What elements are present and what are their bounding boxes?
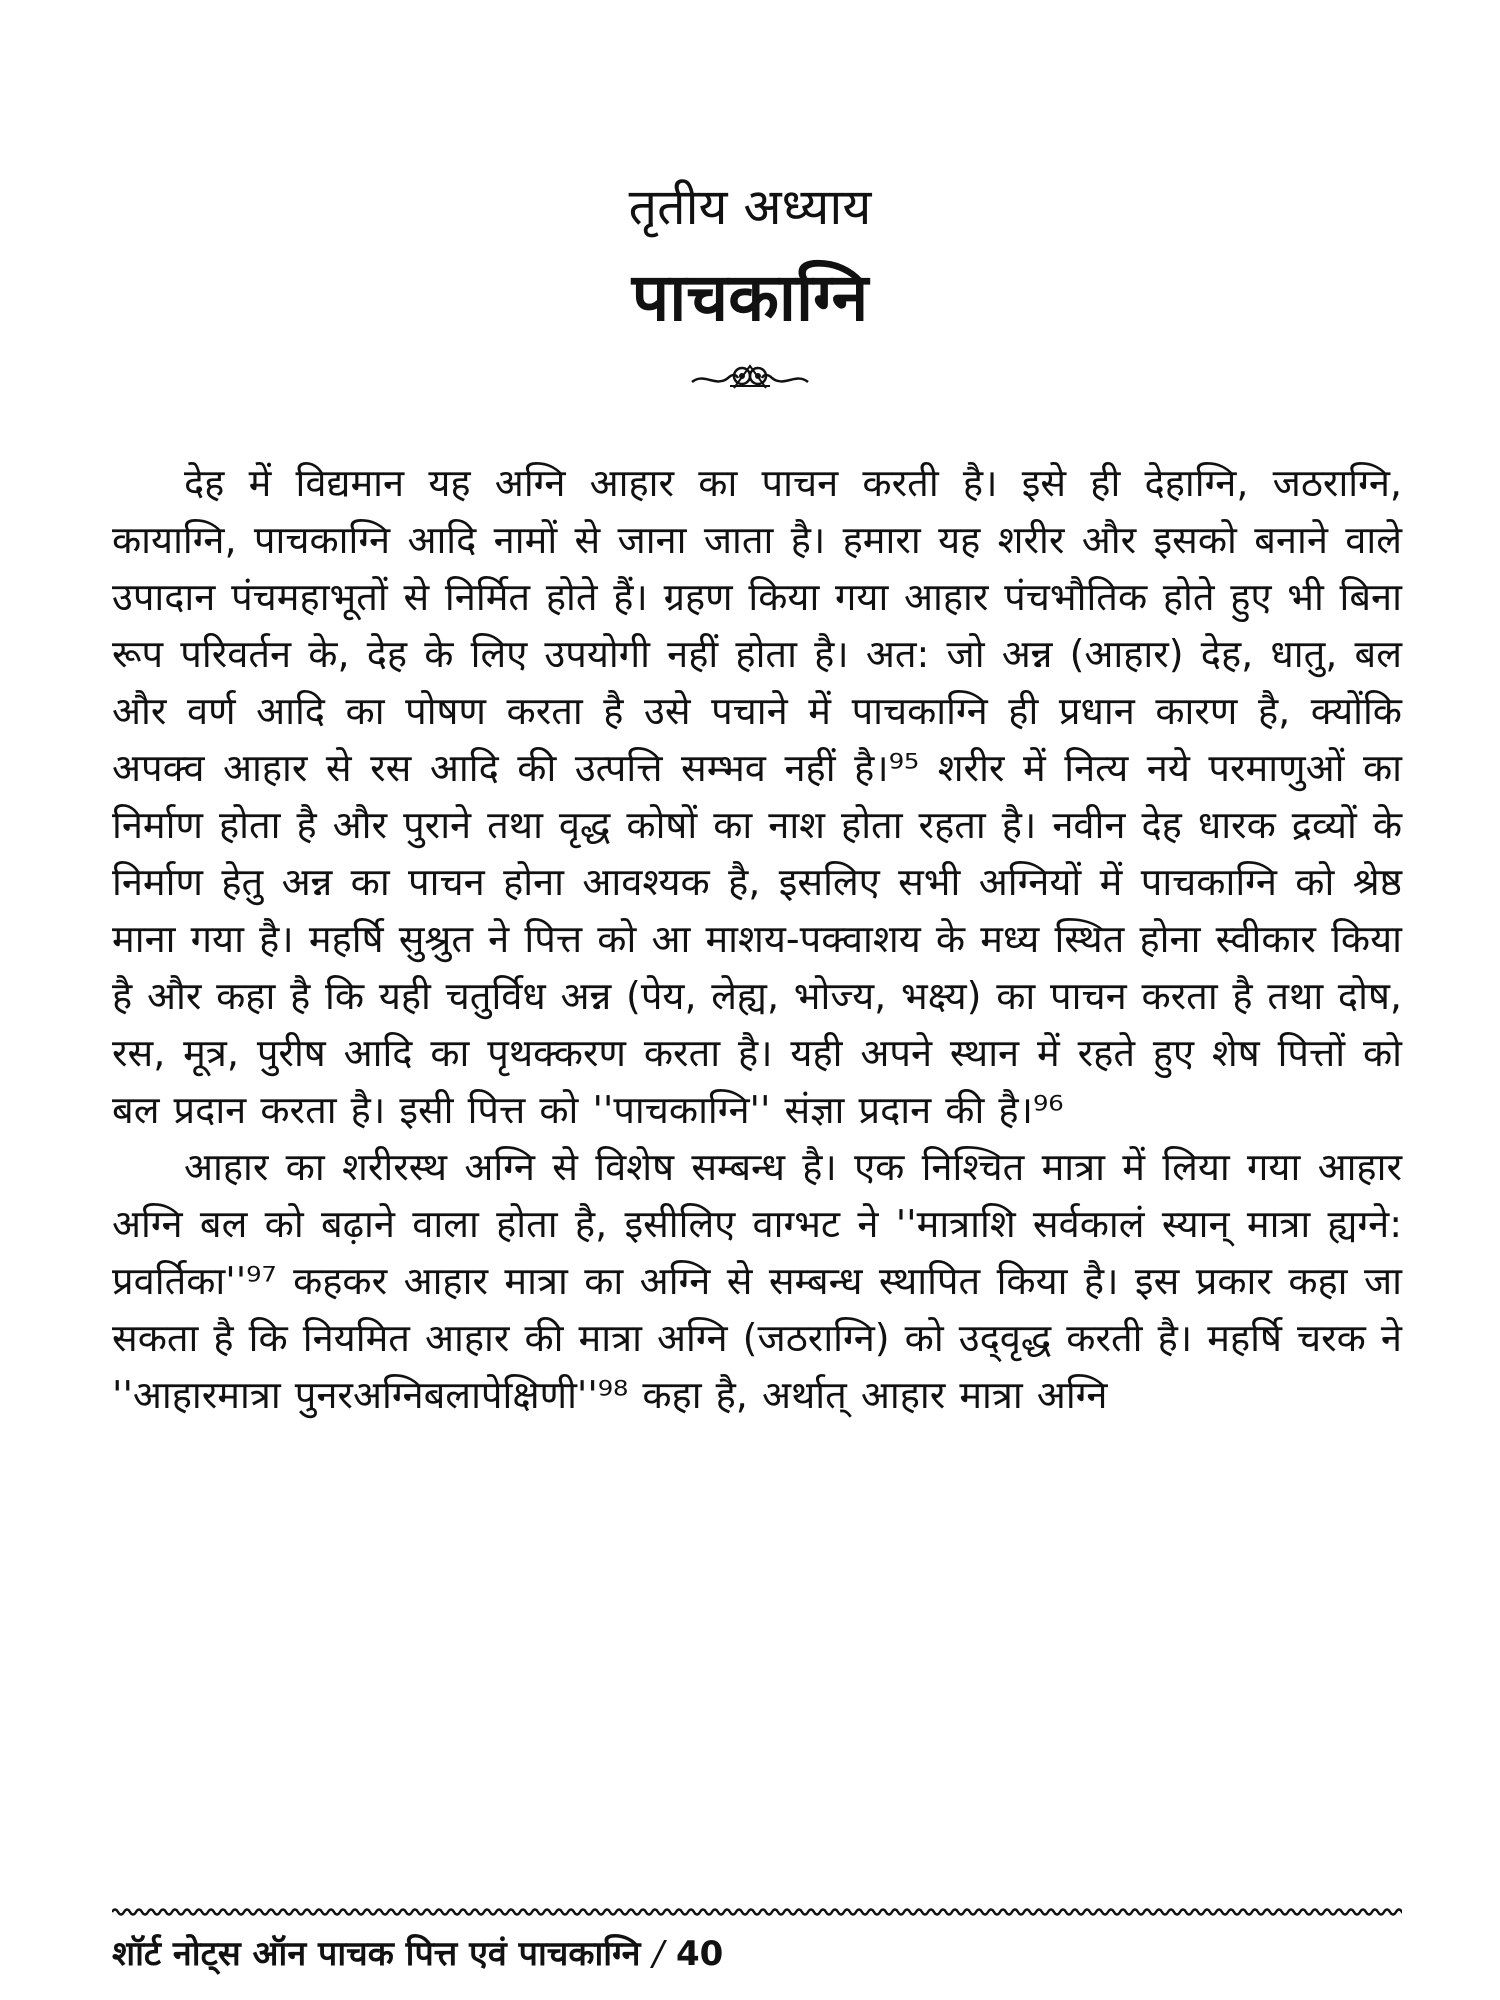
page-number: 40 (676, 1934, 724, 1974)
page-footer (112, 1930, 1402, 1978)
ornament-flourish-icon (690, 358, 810, 394)
paragraph-2: आहार का शरीरस्थ अग्नि से विशेष सम्बन्ध है। एक निश्चित मात्रा में लिया गया आहार अग्नि बल को बढ़ाने वाला होता है, इसीलिए वाग्भट ने ''मात्राशि सर्वकालं स्यान् मात्रा ह्यग्ने: प्रवर्तिका''⁹⁷ कहकर आहार मात्रा का अग्नि से सम्बन्ध स्थापित किया है। इस प्रकार कहा जा सकता है कि नियमित आहार की मात्रा अग्नि (जठराग्नि) को उद्‌वृद्ध करती है। महर्षि चरक ने ''आहारमात्रा पुनरअग्निबलापेक्षिणी''⁹⁸ कहा है, अर्थात् आहार मात्रा अग्नि (112, 1145, 1402, 1417)
chapter-label: तृतीय अध्याय (628, 178, 872, 236)
chapter-title: पाचकाग्नि (631, 259, 869, 336)
paragraph-1: देह में विद्यमान यह अग्नि आहार का पाचन करती है। इसे ही देहाग्नि, जठराग्नि, कायाग्नि, पाचकाग्नि आदि नामों से जाना जाता है। हमारा यह शरीर और इसको बनाने वाले उपादान पंचमहाभूतों से निर्मित होते हैं। ग्रहण किया गया आहार पंचभौतिक होते हुए भी बिना रूप परिवर्तन के, देह के लिए उपयोगी नहीं होता है। अत: जो अन्न (आहार) देह, धातु, बल और वर्ण आदि का पोषण करता है उसे पचाने में पाचकाग्नि ही प्रधान कारण है, क्योंकि अपक्व आहार से रस आदि की उत्पत्ति सम्भव नहीं है।⁹⁵ शरीर में नित्य नये परमाणुओं का निर्माण होता है और पुराने तथा वृद्ध कोषों का नाश होता रहता है। नवीन देह धारक द्रव्यों के निर्माण हेतु अन्न का पाचन होना आवश्यक है, इसलिए सभी अग्नियों में पाचकाग्नि को श्रेष्ठ माना गया है। महर्षि सुश्रुत ने पित्त को आ माशय-पक्वाशय के मध्य स्थित होना स्वीकार किया है और कहा है कि यही चतुर्विध अन्न (पेय, लेह्य, भोज्य, भक्ष्य) का पाचन करता है तथा दोष, रस, मूत्र, पुरीष आदि का पृथक्करण करता है। यही अपने स्थान में रहते हुए शेष पित्तों को बल प्रदान करता है। इसी पित्त को ''पाचकाग्नि'' संज्ञा प्रदान की है।⁹⁶ (112, 461, 1402, 1132)
footer-book-title: शॉर्ट नोट्स ऑन पाचक पित्त एवं पाचकाग्नि (112, 1934, 641, 1974)
footer-wavy-rule (112, 1905, 1402, 1919)
body-text (112, 455, 1402, 1424)
footer-separator: / (652, 1934, 664, 1974)
